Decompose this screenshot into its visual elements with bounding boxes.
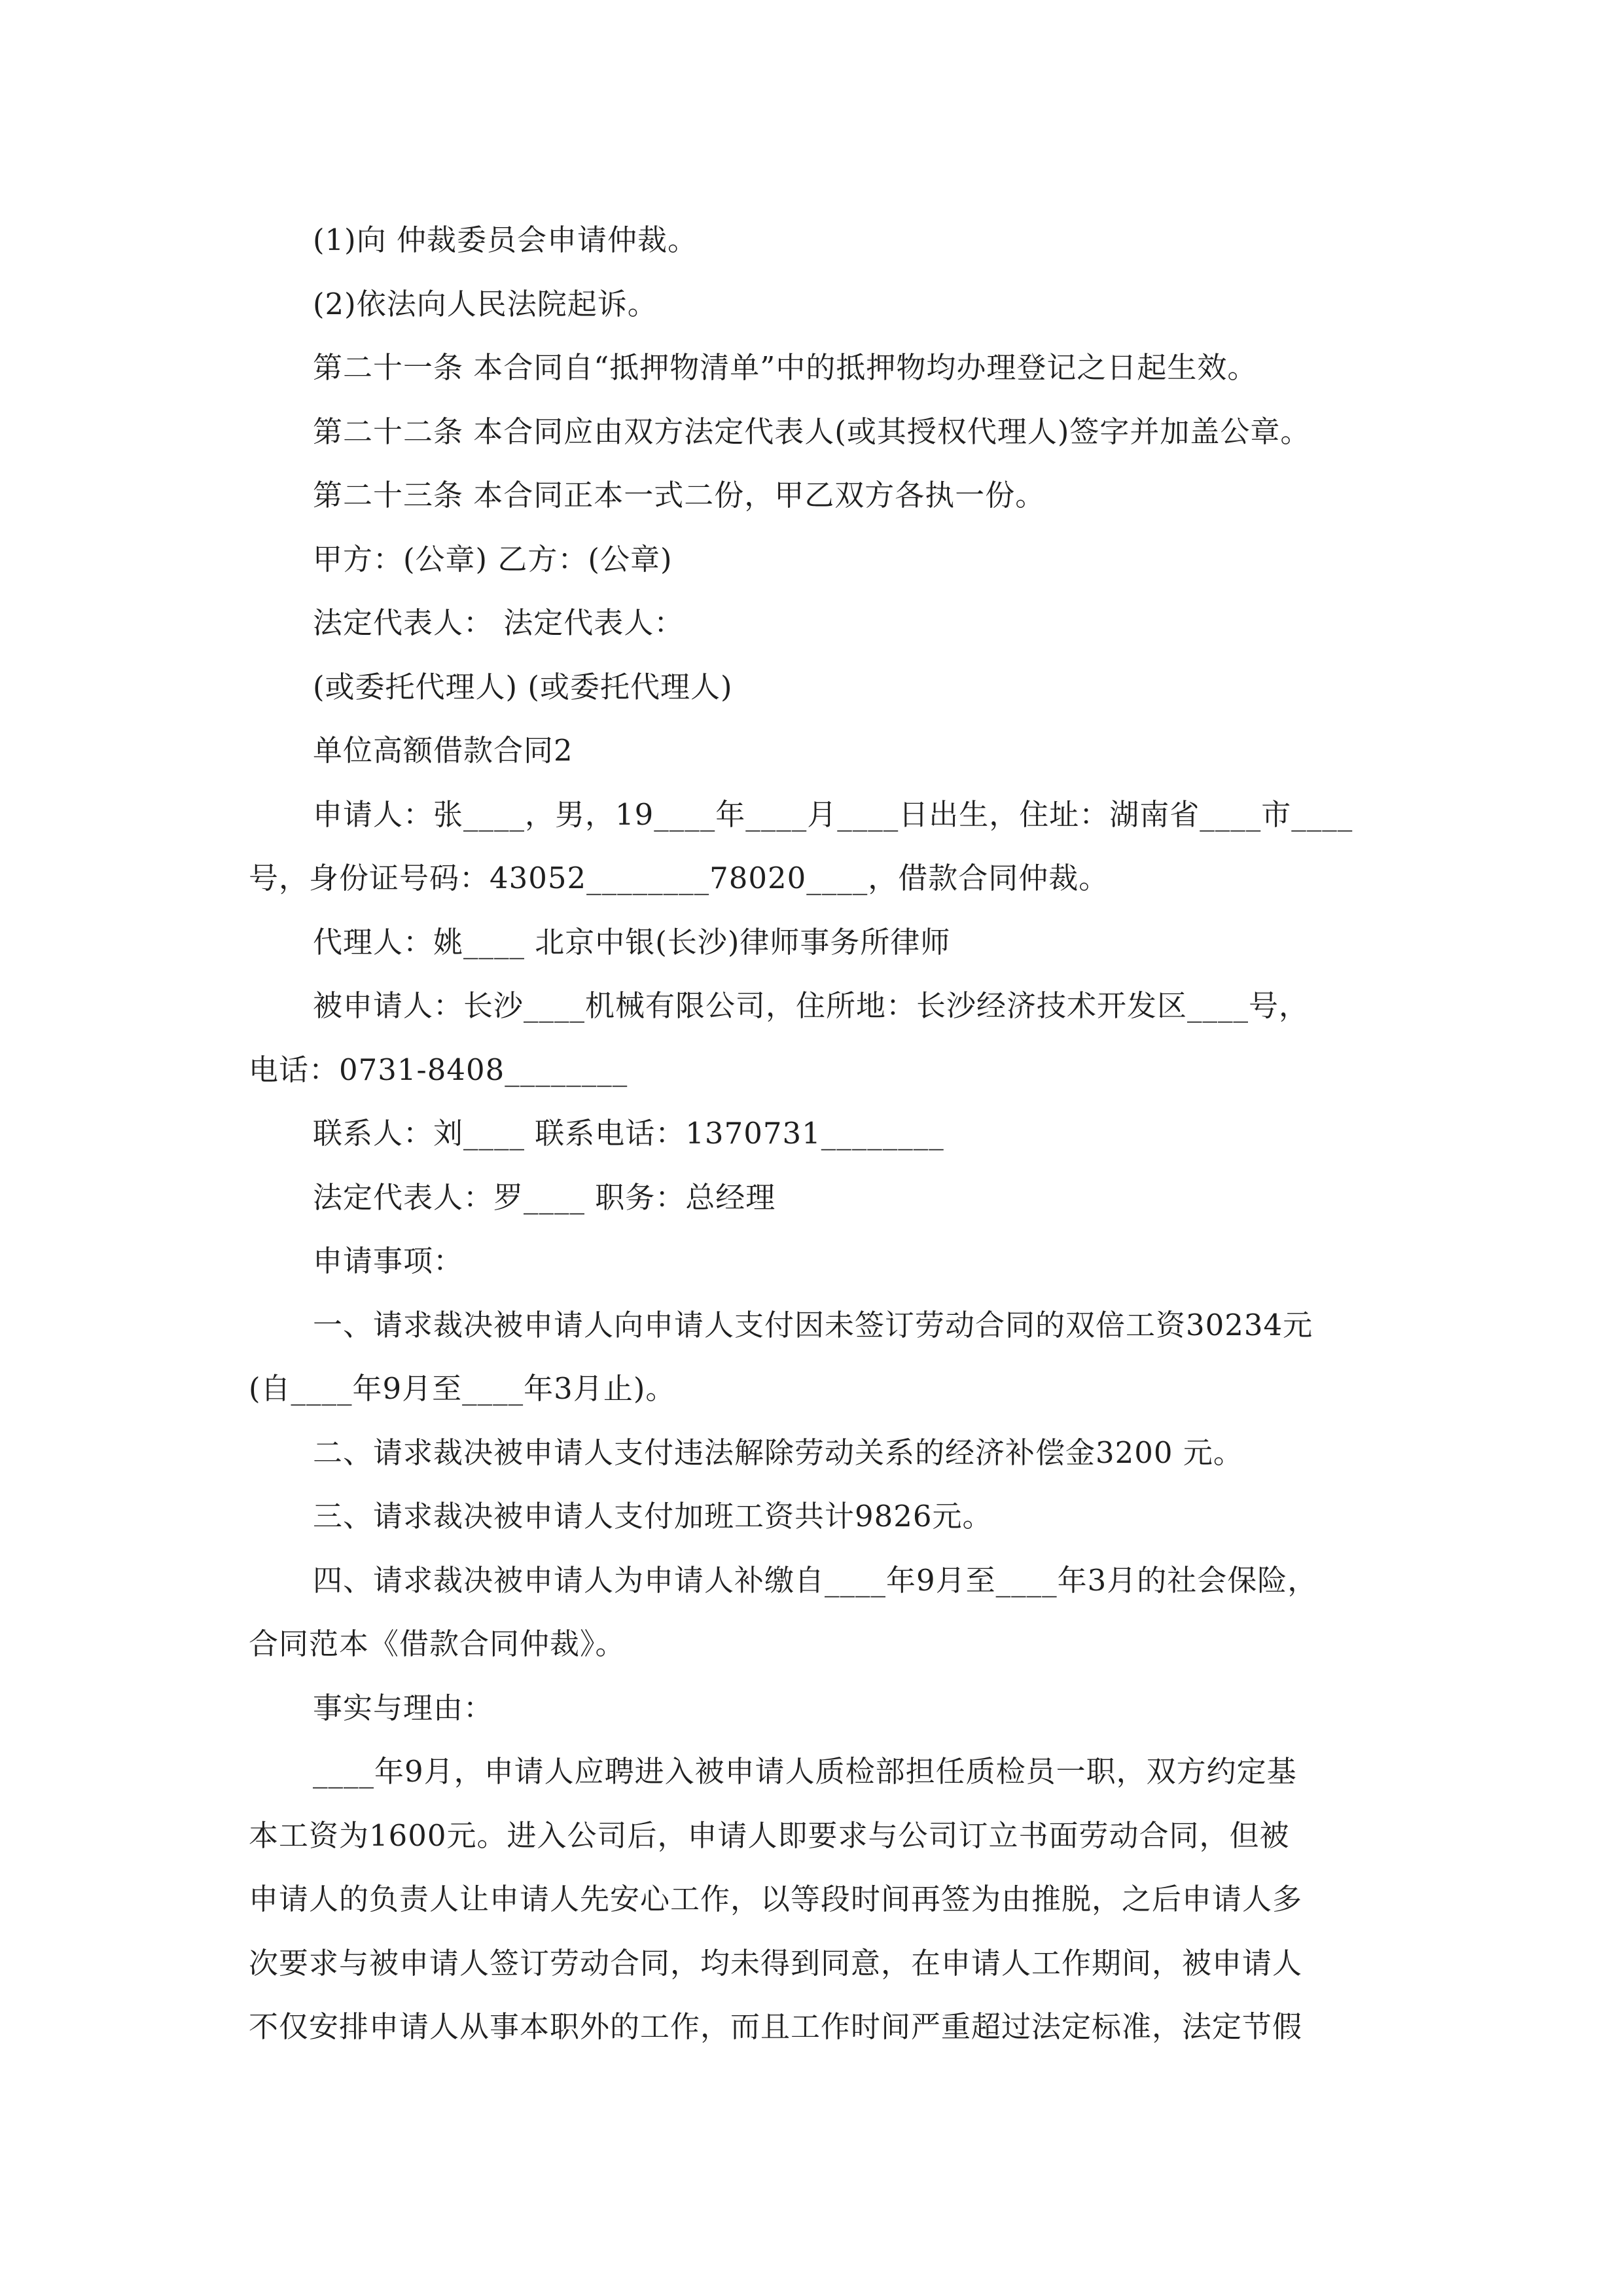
text-line: 不仅安排申请人从事本职外的工作，而且工作时间严重超过法定标准，法定节假 [249,2009,1303,2044]
text-line: (1)向 仲裁委员会申请仲裁。 [313,223,698,257]
section-title: 单位高额借款合同2 [313,733,573,768]
document-body [249,208,1387,2059]
text-line: 被申请人：长沙____机械有限公司，住所地：长沙经济技术开发区____号， [313,988,1310,1023]
text-line: 第二十一条 本合同自“抵押物清单”中的抵押物均办理登记之日起生效。 [313,350,1258,385]
text-line: 代理人：姚____ 北京中银(长沙)律师事务所律师 [313,924,951,960]
text-line: 联系人：刘____ 联系电话：1370731________ [313,1116,944,1151]
text-line: 合同范本《借款合同仲裁》。 [249,1626,626,1661]
text-line: 二、请求裁决被申请人支付违法解除劳动关系的经济补偿金3200 元。 [313,1435,1243,1470]
signature-representative-line: 法定代表人： 法定代表人： [313,605,685,640]
signature-party-line: 甲方：(公章) 乙方：(公章) [313,541,673,577]
text-line: 本工资为1600元。进入公司后，申请人即要求与公司订立书面劳动合同，但被 [249,1818,1290,1853]
text-line: 申请人：张____，男，19____年____月____日出生，住址：湖南省____市____ [313,797,1353,832]
signature-agent-line: (或委托代理人) (或委托代理人) [313,669,733,704]
section-heading: 申请事项： [313,1244,464,1278]
section-heading: 事实与理由： [313,1690,494,1725]
text-line: (自____年9月至____年3月止)。 [249,1371,676,1406]
text-line: 次要求与被申请人签订劳动合同，均未得到同意，在申请人工作期间，被申请人 [249,1945,1303,1981]
text-line: 电话：0731-8408________ [249,1052,628,1087]
text-line: 四、请求裁决被申请人为申请人补缴自____年9月至____年3月的社会保险， [313,1562,1318,1598]
text-line: (2)依法向人民法院起诉。 [313,286,658,321]
text-line: 第二十二条 本合同应由双方法定代表人(或其授权代理人)签字并加盖公章。 [313,414,1311,449]
text-line: 申请人的负责人让申请人先安心工作，以等段时间再签为由推脱，之后申请人多 [249,1882,1303,1916]
text-line: 一、请求裁决被申请人向申请人支付因未签订劳动合同的双倍工资30234元 [313,1307,1313,1342]
text-line: 三、请求裁决被申请人支付加班工资共计9826元。 [313,1499,993,1534]
text-line: ____年9月，申请人应聘进入被申请人质检部担任质检员一职，双方约定基 [313,1754,1297,1789]
text-line: 第二十三条 本合同正本一式二份，甲乙双方各执一份。 [313,478,1046,512]
text-line: 号，身份证号码：43052________78020____，借款合同仲裁。 [249,861,1109,895]
text-line: 法定代表人：罗____ 职务：总经理 [313,1179,776,1215]
